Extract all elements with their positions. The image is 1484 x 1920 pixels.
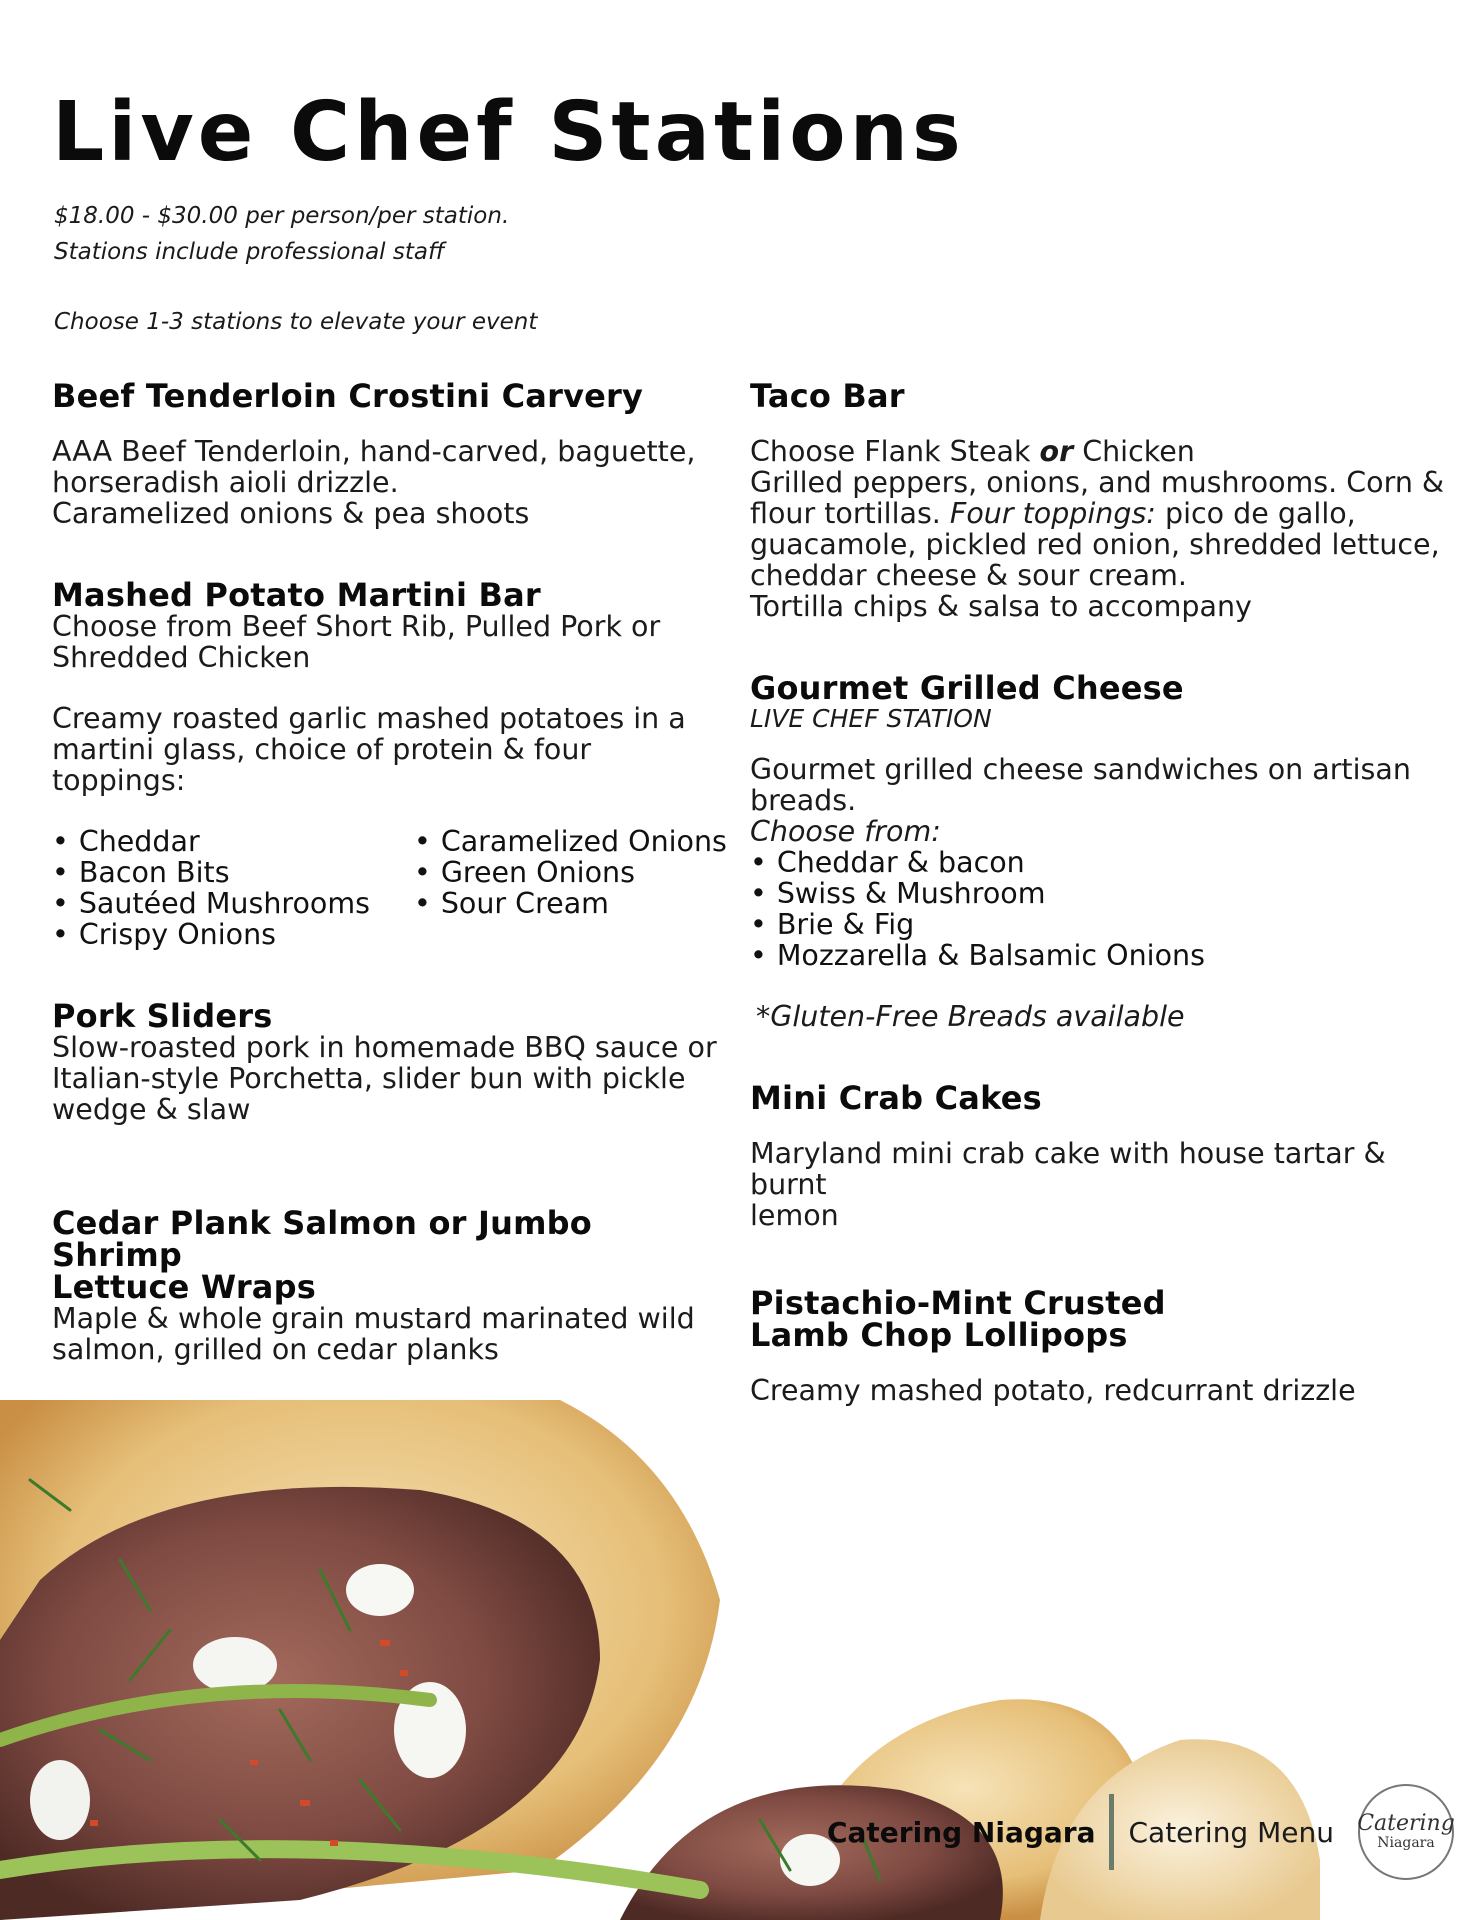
- gluten-free-note: *Gluten-Free Breads available: [756, 1000, 1185, 1033]
- text-run: Four toppings:: [949, 497, 1156, 530]
- list-item: • Sautéed Mushrooms: [52, 888, 414, 919]
- grilled-cheese-section: [750, 669, 1460, 1033]
- footer: [827, 1784, 1454, 1880]
- list-item: • Cheddar: [52, 826, 414, 857]
- choose-line: Choose 1-3 stations to elevate your event: [54, 309, 538, 335]
- section-title: Mini Crab Cakes: [750, 1079, 1042, 1117]
- mashed-potato-section: [52, 576, 732, 951]
- section-line: [750, 498, 1460, 529]
- price-line: $18.00 - $30.00 per person/per station.: [54, 203, 510, 229]
- section-line: salmon, grilled on cedar planks: [52, 1333, 499, 1366]
- crab-cakes-section: [750, 1079, 1460, 1232]
- section-line: lemon: [750, 1199, 839, 1232]
- section-title: Mashed Potato Martini Bar: [52, 576, 541, 614]
- logo-text: Catering: [1357, 1811, 1455, 1836]
- taco-bar-section: [750, 377, 1460, 623]
- list-item: • Caramelized Onions: [414, 826, 734, 857]
- lamb-chop-section: [750, 1284, 1460, 1407]
- toppings-column-b: [414, 826, 734, 950]
- cheese-options: [750, 847, 1460, 971]
- toppings-list: [52, 826, 732, 950]
- salmon-section: [52, 1204, 732, 1366]
- section-line: Creamy roasted garlic mashed potatoes in a: [52, 702, 686, 735]
- section-line: [750, 436, 1460, 467]
- section-title: Beef Tenderloin Crostini Carvery: [52, 377, 644, 415]
- section-title: Pork Sliders: [52, 997, 273, 1035]
- section-line: martini glass, choice of protein & four toppings:: [52, 733, 592, 797]
- toppings-column-a: [52, 826, 414, 950]
- section-line: AAA Beef Tenderloin, hand-carved, baguette,: [52, 435, 696, 468]
- text-run: Choose Flank Steak: [750, 435, 1040, 468]
- section-line: Shredded Chicken: [52, 641, 311, 674]
- section-line: horseradish aioli drizzle.: [52, 466, 399, 499]
- list-item: • Cheddar & bacon: [750, 847, 1460, 878]
- section-title: Lettuce Wraps: [52, 1268, 316, 1306]
- section-title: Lamb Chop Lollipops: [750, 1316, 1128, 1354]
- section-line: Italian-style Porchetta, slider bun with pickle: [52, 1062, 686, 1095]
- section-line: cheddar cheese & sour cream.: [750, 559, 1187, 592]
- section-line: Choose from Beef Short Rib, Pulled Pork or: [52, 610, 661, 643]
- section-title: Gourmet Grilled Cheese: [750, 669, 1184, 707]
- list-item: • Bacon Bits: [52, 857, 414, 888]
- footer-divider: [1109, 1794, 1114, 1870]
- page-title: Live Chef Stations: [52, 85, 965, 180]
- section-line: Gourmet grilled cheese sandwiches on artisan: [750, 753, 1411, 786]
- list-item: • Green Onions: [414, 857, 734, 888]
- catering-niagara-logo: [1358, 1784, 1454, 1880]
- section-line: Maple & whole grain mustard marinated wild: [52, 1302, 695, 1335]
- right-column: [750, 377, 1460, 1407]
- footer-brand: Catering Niagara: [826, 1815, 1096, 1849]
- list-item: • Swiss & Mushroom: [750, 878, 1460, 909]
- logo-text: Niagara: [1377, 1835, 1435, 1851]
- list-item: • Brie & Fig: [750, 909, 1460, 940]
- section-line: wedge & slaw: [52, 1093, 251, 1126]
- text-run: or: [1039, 435, 1074, 468]
- section-title: Pistachio-Mint Crusted: [750, 1284, 1166, 1322]
- section-line: Grilled peppers, onions, and mushrooms. Corn &: [750, 466, 1445, 499]
- text-run: Chicken: [1073, 435, 1195, 468]
- list-item: • Mozzarella & Balsamic Onions: [750, 940, 1460, 971]
- beef-tenderloin-section: [52, 377, 732, 530]
- section-subtitle: LIVE CHEF STATION: [750, 704, 992, 733]
- section-line: Tortilla chips & salsa to accompany: [750, 590, 1252, 623]
- footer-menu-label: Catering Menu: [1128, 1815, 1334, 1849]
- pork-sliders-section: [52, 997, 732, 1126]
- intro: [54, 198, 537, 340]
- section-line: Maryland mini crab cake with house tartar & burnt: [750, 1137, 1386, 1201]
- section-line: guacamole, pickled red onion, shredded lettuce,: [750, 528, 1440, 561]
- list-item: • Sour Cream: [414, 888, 734, 919]
- text-run: flour tortillas.: [750, 497, 950, 530]
- staff-line: Stations include professional staff: [54, 239, 445, 265]
- text-run: pico de gallo,: [1155, 497, 1356, 530]
- left-column: [52, 377, 732, 1366]
- section-title: Cedar Plank Salmon or Jumbo Shrimp: [52, 1204, 592, 1274]
- section-line: Slow-roasted pork in homemade BBQ sauce or: [52, 1031, 717, 1064]
- section-line: breads.: [750, 784, 857, 817]
- section-line: Caramelized onions & pea shoots: [52, 497, 530, 530]
- section-title: Taco Bar: [750, 377, 905, 415]
- list-item: • Crispy Onions: [52, 919, 414, 950]
- section-line: Creamy mashed potato, redcurrant drizzle: [750, 1374, 1356, 1407]
- choose-from-label: Choose from:: [750, 815, 941, 848]
